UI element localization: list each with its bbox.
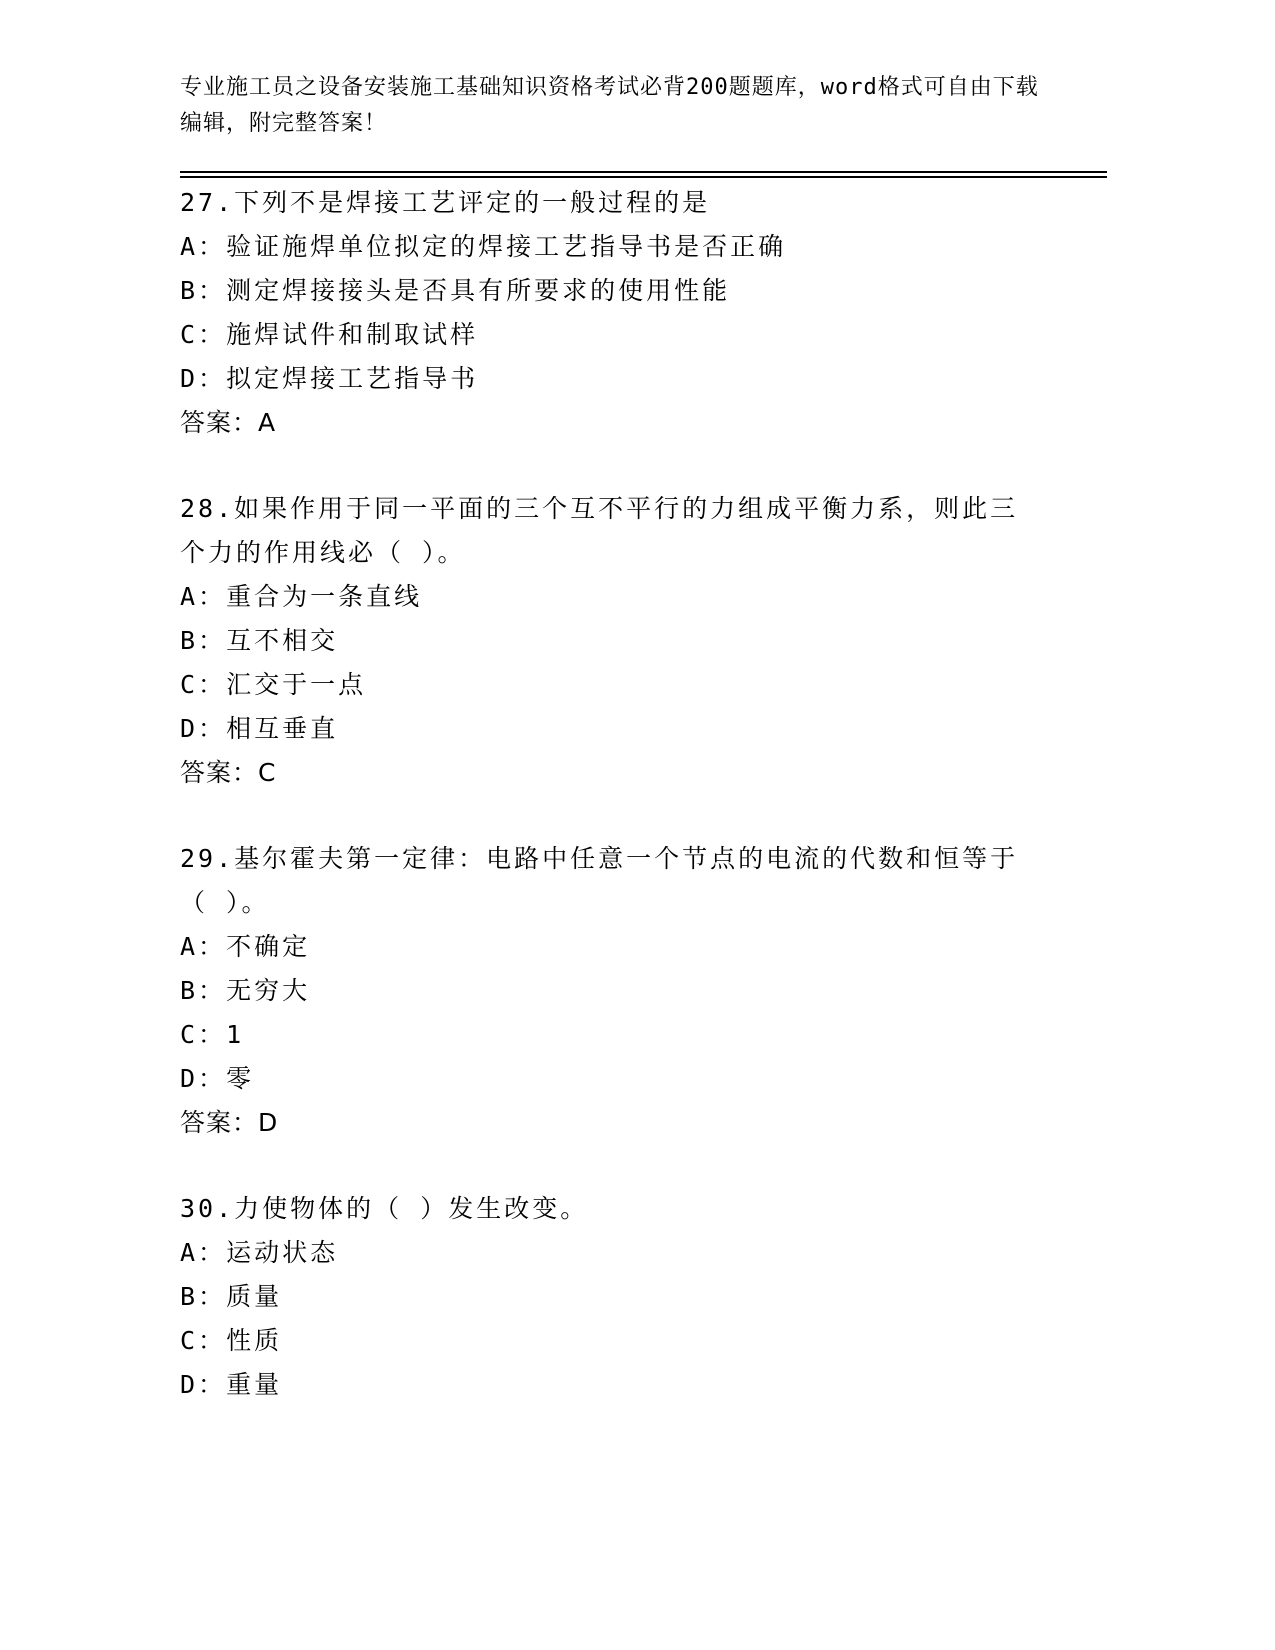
question-stem: 27.下列不是焊接工艺评定的一般过程的是	[180, 188, 711, 217]
option-a	[180, 225, 1040, 269]
answer-value: D	[258, 1108, 279, 1137]
option-text: 运动状态	[226, 1238, 339, 1267]
question-29	[180, 837, 1040, 1145]
answer-value: A	[258, 408, 277, 437]
option-d	[180, 1057, 1040, 1101]
document-header: 专业施工员之设备安装施工基础知识资格考试必背200题题库，word格式可自由下载编辑，附完整答案！	[180, 75, 1039, 136]
option-letter: C：	[180, 670, 227, 699]
option-letter: C：	[180, 320, 227, 349]
option-letter: D：	[180, 1064, 227, 1093]
option-text: 1	[226, 1020, 245, 1049]
answer-label: 答案：	[180, 758, 259, 787]
option-d	[180, 1363, 1040, 1407]
option-a	[180, 1231, 1040, 1275]
question-28	[180, 487, 1040, 795]
header-divider-top	[180, 171, 1107, 173]
option-c	[180, 663, 1040, 707]
header-divider-bottom	[180, 176, 1107, 178]
option-text: 施焊试件和制取试样	[226, 320, 479, 349]
option-text: 互不相交	[226, 626, 339, 655]
option-b	[180, 619, 1040, 663]
option-letter: A：	[180, 232, 227, 261]
option-text: 验证施焊单位拟定的焊接工艺指导书是否正确	[226, 232, 787, 261]
option-text: 拟定焊接工艺指导书	[226, 364, 479, 393]
option-c	[180, 313, 1040, 357]
option-b	[180, 1275, 1040, 1319]
option-letter: A：	[180, 932, 227, 961]
option-letter: B：	[180, 976, 227, 1005]
option-text: 零	[226, 1064, 255, 1093]
option-letter: C：	[180, 1326, 227, 1355]
option-d	[180, 357, 1040, 401]
option-text: 不确定	[226, 932, 311, 961]
question-stem: 30.力使物体的（ ）发生改变。	[180, 1194, 589, 1223]
question-list	[180, 181, 1040, 1449]
option-letter: B：	[180, 626, 227, 655]
option-c	[180, 1319, 1040, 1363]
option-c	[180, 1013, 1040, 1057]
option-text: 性质	[226, 1326, 283, 1355]
answer-line	[180, 401, 1040, 445]
option-a	[180, 925, 1040, 969]
option-letter: A：	[180, 582, 227, 611]
option-text: 重量	[226, 1370, 283, 1399]
option-b	[180, 269, 1040, 313]
question-30	[180, 1187, 1040, 1407]
question-stem: 28.如果作用于同一平面的三个互不平行的力组成平衡力系，则此三个力的作用线必（ ）。	[180, 494, 1019, 567]
answer-label: 答案：	[180, 408, 259, 437]
option-letter: C：	[180, 1020, 227, 1049]
answer-value: C	[258, 758, 277, 787]
option-text: 汇交于一点	[226, 670, 367, 699]
option-letter: D：	[180, 364, 227, 393]
option-b	[180, 969, 1040, 1013]
answer-line	[180, 1101, 1040, 1145]
option-text: 重合为一条直线	[226, 582, 423, 611]
option-letter: A：	[180, 1238, 227, 1267]
option-text: 无穷大	[226, 976, 311, 1005]
option-letter: B：	[180, 276, 227, 305]
question-27	[180, 181, 1040, 445]
option-text: 相互垂直	[226, 714, 339, 743]
option-text: 测定焊接接头是否具有所要求的使用性能	[226, 276, 731, 305]
answer-label: 答案：	[180, 1108, 259, 1137]
option-letter: D：	[180, 1370, 227, 1399]
option-letter: D：	[180, 714, 227, 743]
option-text: 质量	[226, 1282, 283, 1311]
question-stem: 29.基尔霍夫第一定律：电路中任意一个节点的电流的代数和恒等于（ ）。	[180, 844, 1019, 917]
option-letter: B：	[180, 1282, 227, 1311]
option-a	[180, 575, 1040, 619]
answer-line	[180, 751, 1040, 795]
option-d	[180, 707, 1040, 751]
